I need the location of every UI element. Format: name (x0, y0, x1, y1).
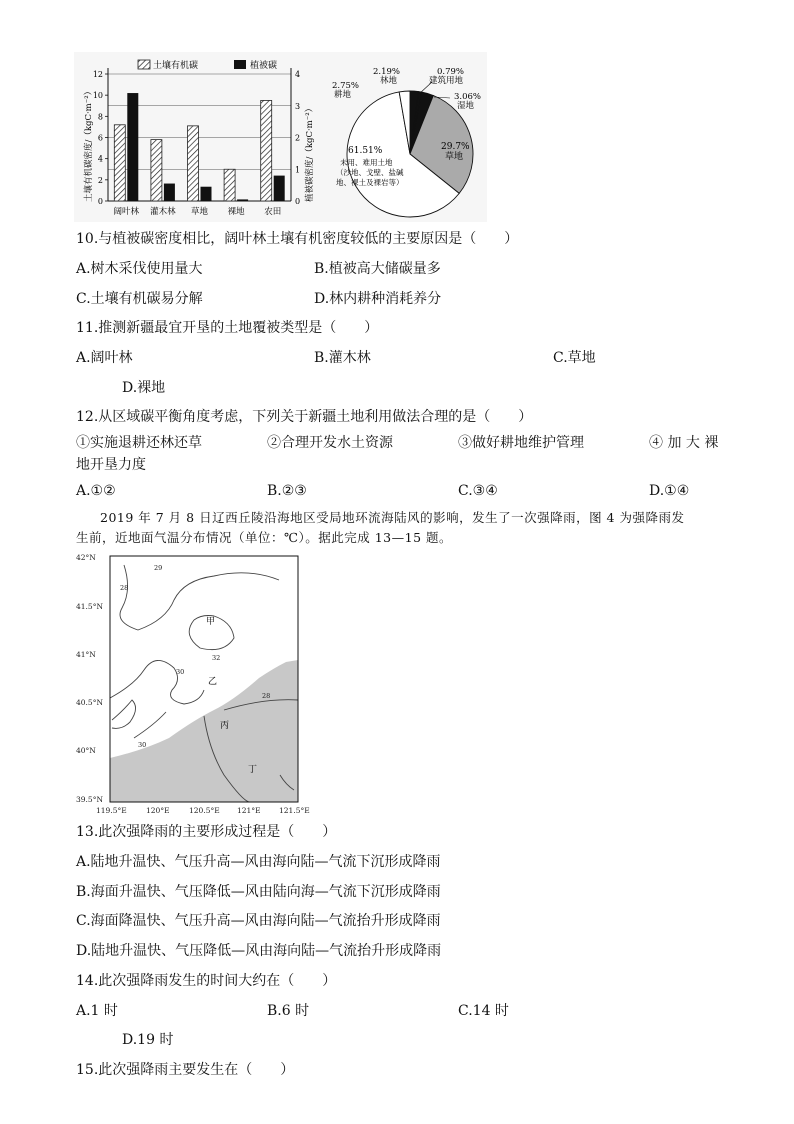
q12-item-3: ③做好耕地维护管理 (458, 435, 584, 451)
bar-soil (151, 140, 162, 201)
q10-stem: 10.与植被碳密度相比，阔叶林土壤有机密度较低的主要原因是（ ） (76, 231, 519, 247)
q13-option-b[interactable]: B.海面升温快、气压降低—风由陆向海—气流下沉形成降雨 (76, 884, 441, 900)
category-label: 阔叶林 (113, 207, 140, 217)
category-label: 灌木林 (150, 207, 176, 217)
bar-soil (188, 126, 199, 201)
q12-option-d[interactable]: D.①④ (649, 483, 690, 499)
q11-stem: 11.推测新疆最宜开垦的土地覆被类型是（ ） (76, 320, 379, 336)
legend-soil-swatch (138, 60, 150, 69)
place-ding: 丁 (248, 765, 258, 775)
bar-veg (127, 93, 138, 201)
legend-veg-swatch (234, 60, 246, 69)
left-tick-label: 8 (97, 112, 103, 122)
temperature-map (74, 550, 319, 818)
ylabel-right: 植被碳密度/（kgC·m⁻²） (305, 103, 315, 202)
lat-41: 41°N (76, 650, 96, 659)
right-tick-label: 2 (295, 133, 301, 143)
q12-option-c[interactable]: C.③④ (458, 483, 498, 499)
left-tick-label: 12 (92, 70, 103, 79)
q12-item-2: ②合理开发水土资源 (267, 435, 393, 451)
bar-veg (201, 187, 212, 201)
q10-option-d[interactable]: D.林内耕种消耗养分 (314, 291, 442, 307)
q13-option-c[interactable]: C.海面降温快、气压升高—风由海向陆—气流抬升形成降雨 (76, 913, 441, 929)
category-label: 草地 (190, 207, 209, 217)
bar-veg (164, 184, 175, 201)
pie-forest-pct: 2.19% (372, 67, 400, 77)
q13-option-d[interactable]: D.陆地升温快、气压降低—风由海向陆—气流抬升形成降雨 (76, 943, 442, 959)
right-tick-label: 1 (295, 165, 301, 175)
isotherm-label-30a: 30 (176, 668, 185, 676)
q14-option-a[interactable]: A.1 时 (76, 1003, 118, 1019)
left-tick-label: 4 (97, 154, 103, 164)
q15-stem: 15.此次强降雨主要发生在（ ） (76, 1062, 295, 1078)
q10-option-c[interactable]: C.土壤有机碳易分解 (76, 291, 203, 307)
lon-121: 121°E (237, 806, 261, 815)
isotherm-label-28a: 28 (120, 584, 129, 592)
left-tick-label: 0 (97, 197, 103, 206)
pie-wet-name: 湿地 (457, 101, 475, 111)
category-label: 裸地 (227, 207, 245, 217)
category-label: 农田 (264, 207, 282, 217)
isotherm-label-29: 29 (154, 564, 163, 572)
lat-40-5: 40.5°N (76, 698, 104, 707)
place-jia: 甲 (206, 617, 216, 627)
pie-build-pct: 0.79% (437, 67, 465, 77)
bar-soil (224, 169, 235, 201)
bar-veg (274, 176, 285, 201)
ylabel-left: 土壤有机碳密度/（kgC·m⁻²） (84, 86, 94, 202)
bar-veg (237, 199, 248, 201)
left-tick-label: 6 (97, 133, 103, 143)
pie-crop-pct: 2.75% (332, 81, 360, 91)
pie-build-name: 建筑用地 (429, 76, 464, 86)
pie-wet-pct: 3.06% (454, 92, 482, 102)
isotherm-label-28b: 28 (262, 692, 271, 700)
lat-39-5: 39.5°N (76, 795, 104, 804)
right-tick-label: 4 (295, 70, 301, 79)
pie-forest-name: 林地 (379, 76, 397, 86)
pie-unused-pct: 61.51% (348, 146, 383, 156)
q12-stem: 12.从区域碳平衡角度考虑，下列关于新疆土地利用做法合理的是（ ） (76, 409, 533, 425)
carbon-figure (74, 52, 487, 222)
left-tick-label: 10 (92, 91, 103, 101)
place-yi: 乙 (208, 677, 218, 687)
q12-item-4: ④ 加 大 裸 (649, 435, 719, 451)
q14-stem: 14.此次强降雨发生的时间大约在（ ） (76, 973, 337, 989)
pie-crop-name: 耕地 (334, 90, 352, 100)
lat-41-5: 41.5°N (76, 602, 104, 611)
lat-42: 42°N (76, 553, 96, 562)
lon-119-5: 119.5°E (96, 806, 127, 815)
isotherm-label-30b: 30 (138, 741, 147, 749)
passage-line-2: 生前，近地面气温分布情况（单位：℃）。据此完成 13—15 题。 (76, 530, 452, 545)
pie-grass-name: 草地 (445, 152, 464, 162)
pie-unused-line1: 未用、难用土地 (340, 158, 393, 167)
legend-soil-label: 土壤有机碳 (153, 61, 199, 71)
q14-option-c[interactable]: C.14 时 (458, 1003, 509, 1019)
q12-item-4-cont: 地开垦力度 (76, 457, 146, 473)
lat-40: 40°N (76, 746, 96, 755)
q13-stem: 13.此次强降雨的主要形成过程是（ ） (76, 824, 337, 840)
isotherm-label-32: 32 (212, 654, 221, 662)
passage-line-1: 2019 年 7 月 8 日辽西丘陵沿海地区受局地环流海陆风的影响，发生了一次强降雨，图 4 为强降雨发 (100, 510, 685, 525)
legend-veg-label: 植被碳 (250, 61, 278, 71)
place-bing: 丙 (220, 721, 230, 731)
q14-option-d[interactable]: D.19 时 (122, 1032, 174, 1048)
q11-option-a[interactable]: A.阔叶林 (76, 350, 133, 366)
right-tick-label: 3 (295, 101, 301, 111)
q10-option-b[interactable]: B.植被高大储碳量多 (314, 261, 441, 277)
q12-option-b[interactable]: B.②③ (267, 483, 307, 499)
q12-option-a[interactable]: A.①② (76, 483, 116, 499)
pie-grass-pct: 29.7% (441, 142, 470, 152)
bar-soil (261, 100, 272, 201)
q11-option-d[interactable]: D.裸地 (122, 380, 166, 396)
q13-option-a[interactable]: A.陆地升温快、气压升高—风由海向陆—气流下沉形成降雨 (76, 854, 441, 870)
lon-121-5: 121.5°E (279, 806, 310, 815)
right-tick-label: 0 (295, 197, 301, 206)
left-tick-label: 2 (97, 175, 103, 185)
q11-option-c[interactable]: C.草地 (553, 350, 596, 366)
q14-option-b[interactable]: B.6 时 (267, 1003, 310, 1019)
pie-unused-line2: （沙地、戈壁、盐碱 (336, 168, 404, 177)
pie-unused-line3: 地、裸土及裸岩等） (336, 178, 404, 187)
bar-soil (114, 125, 125, 201)
q10-option-a[interactable]: A.树木采伐使用量大 (76, 261, 203, 277)
q12-item-1: ①实施退耕还林还草 (76, 435, 202, 451)
lon-120-5: 120.5°E (189, 806, 220, 815)
lon-120: 120°E (146, 806, 170, 815)
q11-option-b[interactable]: B.灌木林 (314, 350, 371, 366)
